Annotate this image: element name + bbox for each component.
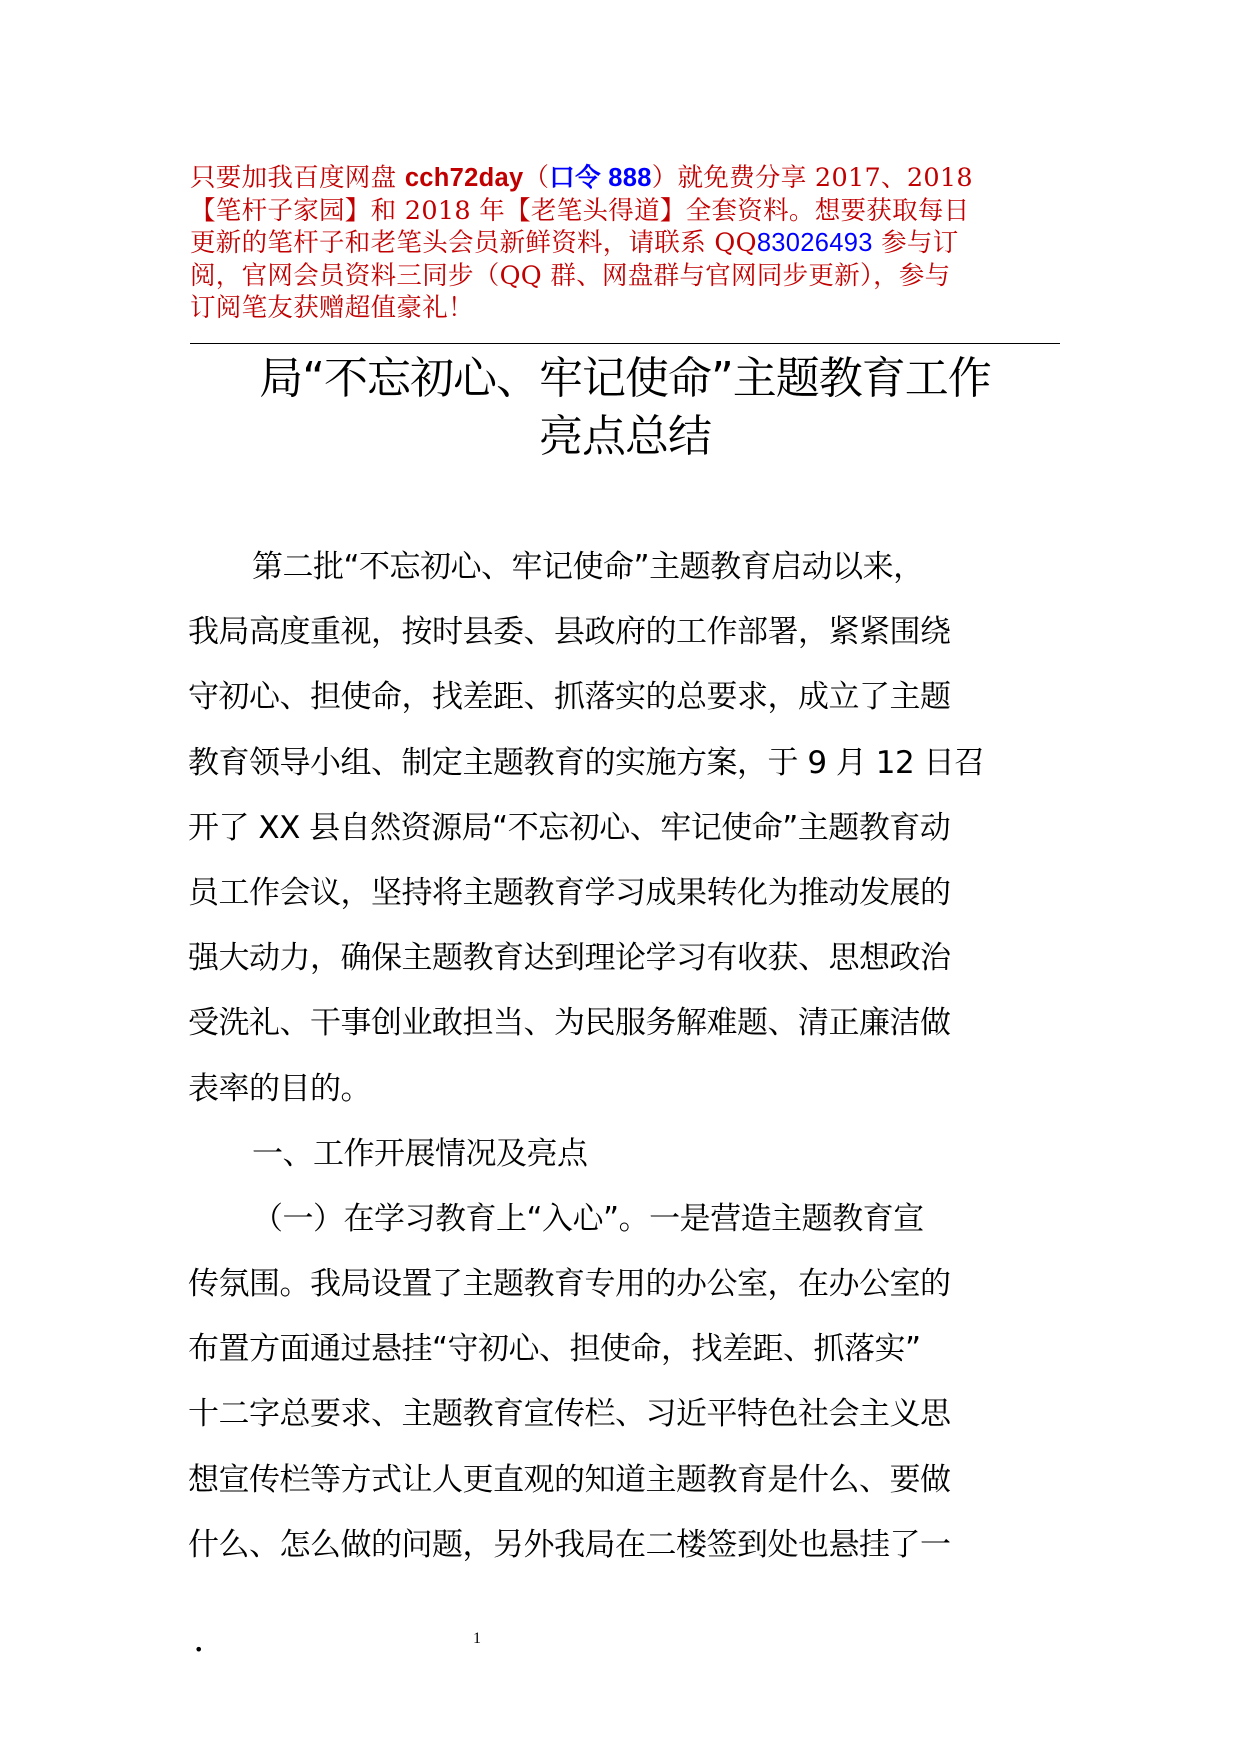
promo-text: 只要加我百度网盘 xyxy=(190,163,405,193)
access-code: 口令 888 xyxy=(549,164,652,192)
promo-line-3 xyxy=(190,227,1060,260)
paragraph-line: 我局高度重视，按时县委、县政府的工作部署，紧紧围绕 xyxy=(188,614,951,651)
paragraph-line: 员工作会议，坚持将主题教育学习成果转化为推动发展的 xyxy=(188,874,951,911)
title-line-2: 亮点总结 xyxy=(539,411,711,462)
qq-number: 83026493 xyxy=(756,229,873,257)
paragraph-line: 传氛围。我局设置了主题教育专用的办公室，在办公室的 xyxy=(188,1266,951,1303)
paragraph-line: 布置方面通过悬挂“守初心、担使命，找差距、抓落实” xyxy=(188,1331,921,1368)
promo-line-4: 阅，官网会员资料三同步（QQ 群、网盘群与官网同步更新），参与 xyxy=(190,260,951,291)
header-divider xyxy=(190,343,1060,344)
paragraph-line: 强大动力，确保主题教育达到理论学习有收获、思想政治 xyxy=(188,940,951,977)
page-number: 1 xyxy=(473,1630,481,1647)
promo-line-1 xyxy=(190,162,1060,195)
promo-text: 参与订 xyxy=(872,228,959,258)
paragraph-line: 开了 XX 县自然资源局“不忘初心、牢记使命”主题教育动 xyxy=(188,809,951,846)
paragraph-line: 什么、怎么做的问题，另外我局在二楼签到处也悬挂了一 xyxy=(188,1526,951,1563)
paragraph-line: 受洗礼、干事创业敢担当、为民服务解难题、清正廉洁做 xyxy=(188,1005,951,1042)
promo-text: 更新的笔杆子和老笔头会员新鲜资料，请联系 QQ xyxy=(190,228,757,258)
paragraph-line: 想宣传栏等方式让人更直观的知道主题教育是什么、要做 xyxy=(188,1461,951,1498)
paragraph-line: 第二批“不忘初心、牢记使命”主题教育启动以来， xyxy=(252,549,924,585)
section-heading: 一、工作开展情况及亮点 xyxy=(252,1135,588,1172)
promo-line-5: 订阅笔友获赠超值豪礼！ xyxy=(190,293,474,323)
subsection-heading-line: （一）在学习教育上“入心”。一是营造主题教育宣 xyxy=(252,1200,924,1237)
promo-line-2: 【笔杆子家园】和 2018 年【老笔头得道】全套资料。想要获取每日 xyxy=(190,195,970,226)
document-body xyxy=(188,535,1068,1578)
document-title xyxy=(190,350,1060,466)
paragraph-line: 教育领导小组、制定主题教育的实施方案，于 9 月 12 日召 xyxy=(188,744,985,781)
paragraph-line: 守初心、担使命，找差距、抓落实的总要求，成立了主题 xyxy=(188,679,951,716)
promo-text: ）就免费分享 2017、2018 xyxy=(651,163,973,193)
paragraph-line: 十二字总要求、主题教育宣传栏、习近平特色社会主义思 xyxy=(188,1396,951,1433)
promo-header xyxy=(190,162,1060,325)
netdisk-id: cch72day xyxy=(404,164,524,192)
promo-text: （ xyxy=(523,163,550,193)
title-line-1: 局“不忘初心、牢记使命”主题教育工作 xyxy=(259,353,991,404)
footer-bullet-icon: • xyxy=(194,1640,204,1659)
paragraph-line: 表率的目的。 xyxy=(188,1070,371,1107)
